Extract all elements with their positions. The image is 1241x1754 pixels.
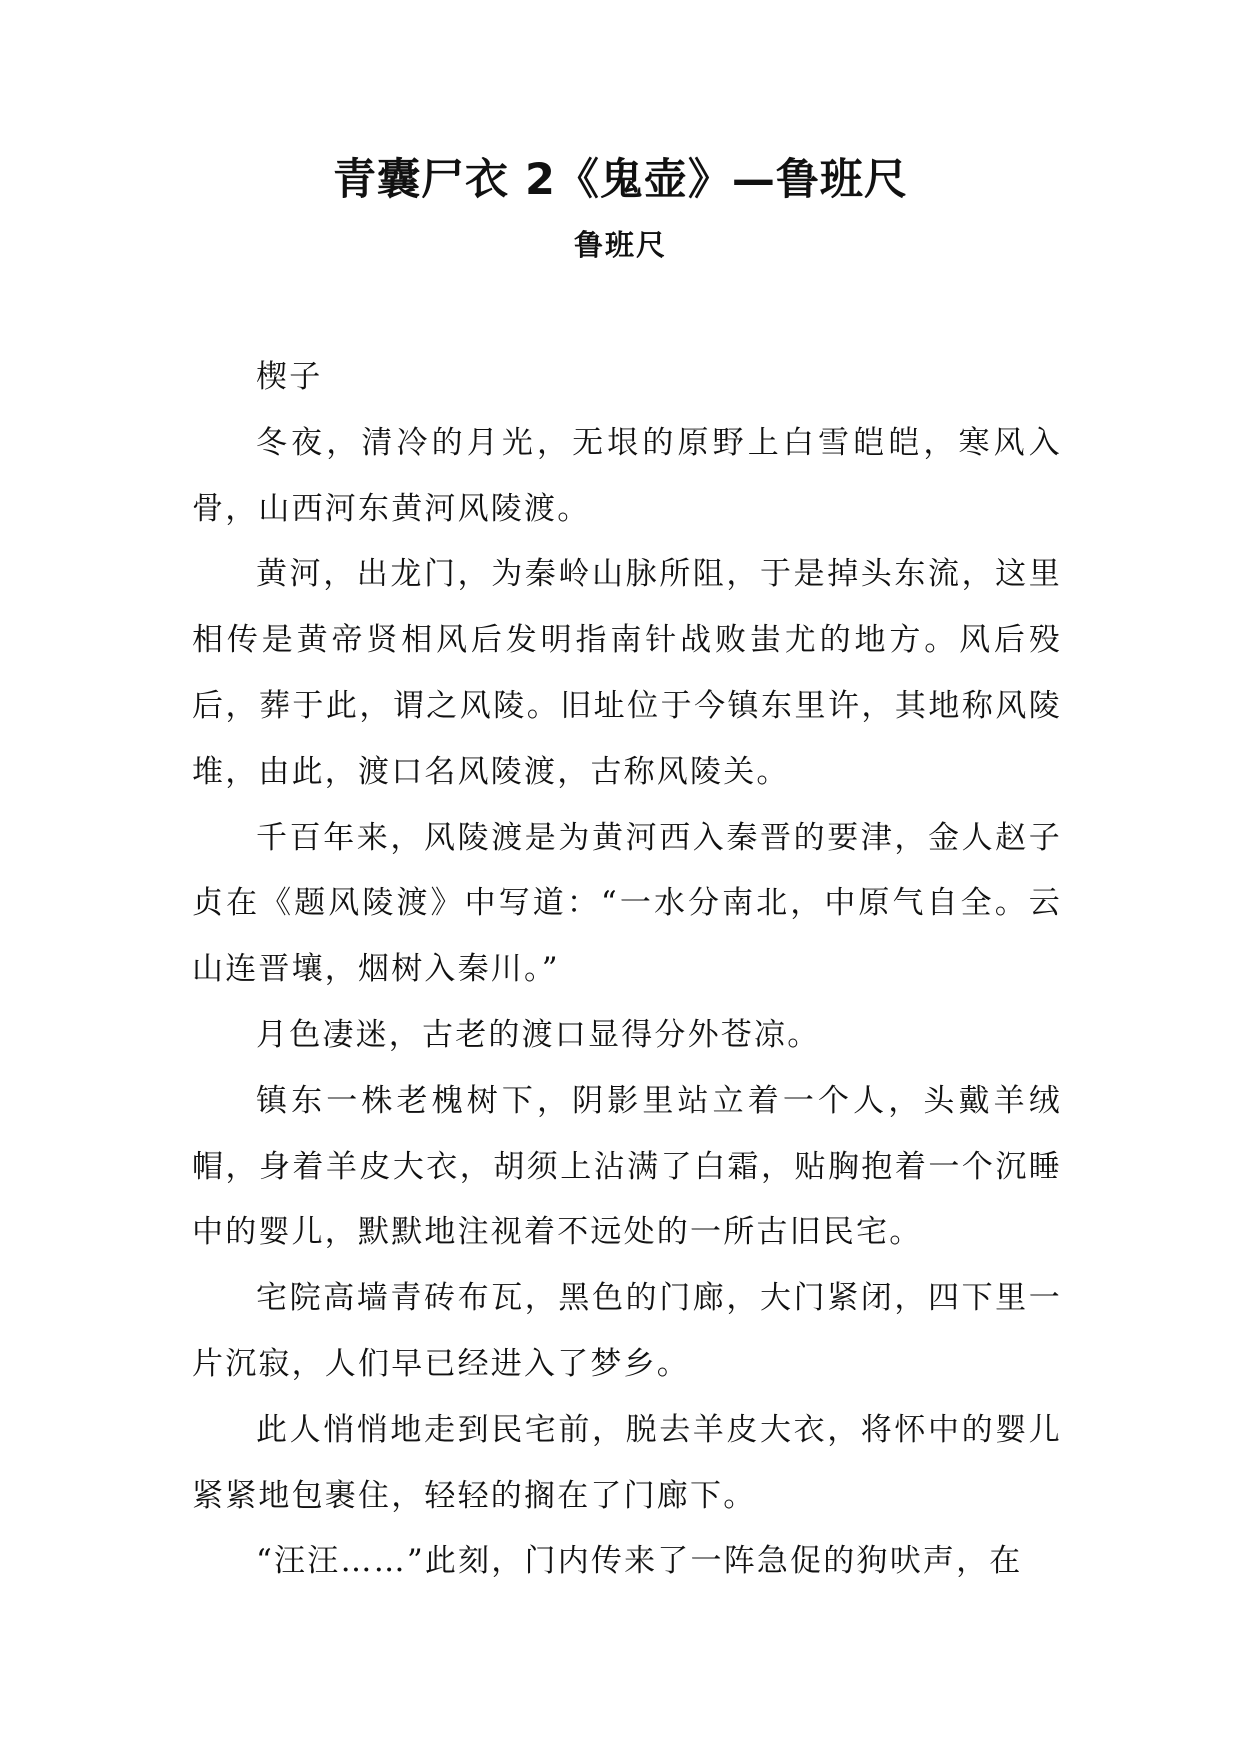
paragraph: 镇东一株老槐树下，阴影里站立着一个人，头戴羊绒帽，身着羊皮大衣，胡须上沾满了白霜，贴胸抱着一个沉睡中的婴儿，默默地注视着不远处的一所古旧民宅。 (192, 1082, 1062, 1251)
paragraph: 冬夜，清冷的月光，无垠的原野上白雪皑皑，寒风入骨，山西河东黄河风陵渡。 (192, 424, 1062, 527)
paragraph-prologue-heading: 楔子 (256, 359, 323, 395)
paragraph: 宅院高墙青砖布瓦，黑色的门廊，大门紧闭，四下里一片沉寂，人们早已经进入了梦乡。 (192, 1280, 1062, 1382)
paragraph: “汪汪……”此刻，门内传来了一阵急促的狗吠声，在 (256, 1543, 1023, 1580)
paragraph: 月色凄迷，古老的渡口显得分外苍凉。 (256, 1016, 821, 1053)
document-title: 青囊尸衣 2《鬼壶》—鲁班尺 (333, 155, 908, 205)
paragraph: 此人悄悄地走到民宅前，脱去羊皮大衣，将怀中的婴儿紧紧地包裹住，轻轻的搁在了门廊下。 (192, 1411, 1062, 1514)
paragraph: 黄河，出龙门，为秦岭山脉所阻，于是掉头东流，这里相传是黄帝贤相风后发明指南针战败蚩尤的地方。风后殁后，葬于此，谓之风陵。旧址位于今镇东里许，其地称风陵堆，由此，渡口名风陵渡，古称风陵关。 (192, 556, 1062, 790)
document-author: 鲁班尺 (573, 228, 667, 262)
document-body (192, 345, 1062, 1595)
paragraph: 千百年来，风陵渡是为黄河西入秦晋的要津，金人赵子贞在《题风陵渡》中写道：“一水分南北，中原气自全。云山连晋壤，烟树入秦川。” (192, 819, 1062, 988)
